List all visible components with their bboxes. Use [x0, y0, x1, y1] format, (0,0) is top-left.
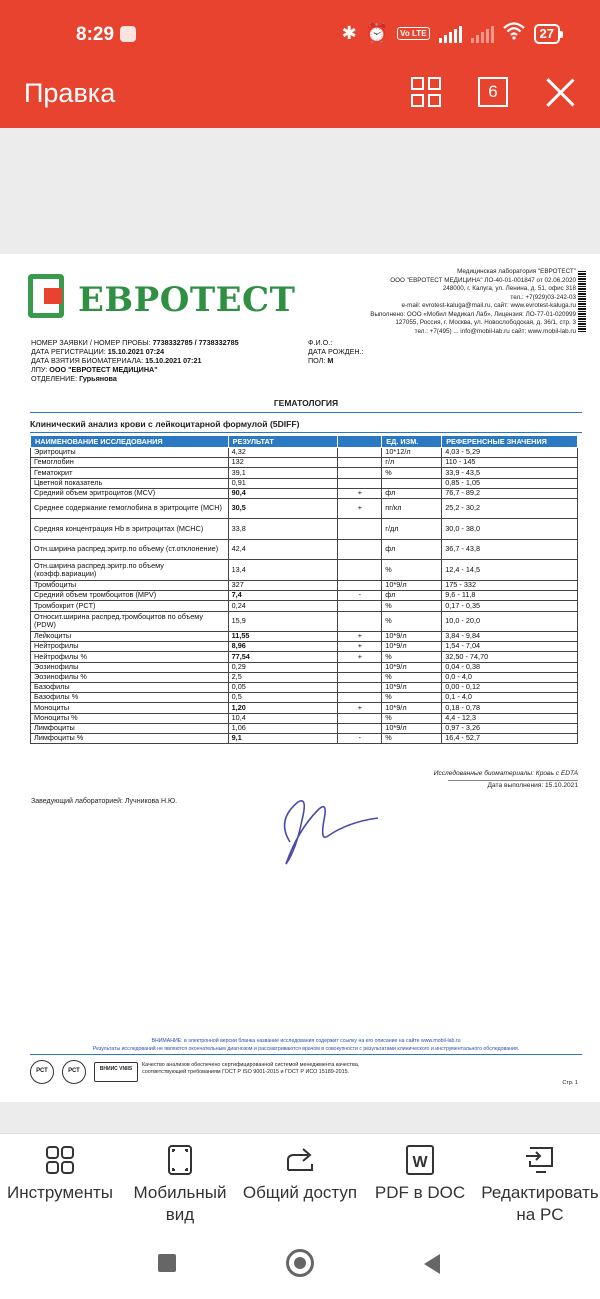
unit-cell: % [382, 733, 442, 743]
tool-label: PDF в DOC [374, 1183, 466, 1202]
unit-cell: % [382, 560, 442, 581]
unit-cell: 10*9/л [382, 723, 442, 733]
result-cell: 4,32 [228, 448, 338, 458]
reference-cell: 33,9 - 43,5 [442, 468, 578, 478]
unit-cell: % [382, 693, 442, 703]
test-name-cell: Отн.ширина распред.эритр.по объему (ст.отклонение) [31, 539, 229, 560]
unit-cell: 10*9/л [382, 682, 442, 692]
reference-cell: 0,1 - 4,0 [442, 693, 578, 703]
flag-cell [338, 448, 382, 458]
analysis-title: Клинический анализ крови с лейкоцитарной формулой (5DIFF) [30, 419, 582, 433]
logo-text: ЕВРОТЕСТ [78, 280, 296, 320]
meta-row: ОТДЕЛЕНИЕ: Гурьянова [31, 373, 117, 383]
test-name-cell: Базофилы % [31, 693, 229, 703]
result-cell: 42,4 [228, 539, 338, 560]
table-header-row [31, 436, 578, 448]
flag-cell: - [338, 733, 382, 743]
result-cell: 1,06 [228, 723, 338, 733]
unit-cell: 10*9/л [382, 642, 442, 652]
flag-cell [338, 478, 382, 488]
unit-cell [382, 478, 442, 488]
table-row [31, 448, 578, 458]
close-icon[interactable] [543, 75, 577, 109]
flag-cell [338, 682, 382, 692]
meta-row: ДАТА РЕГИСТРАЦИИ: 15.10.2021 07:24 [31, 346, 165, 356]
column-header: НАИМЕНОВАНИЕ ИССЛЕДОВАНИЯ [31, 436, 229, 448]
unit-cell: % [382, 468, 442, 478]
biomaterial-note: Исследованные биоматериалы: Кровь с EDTA [433, 770, 578, 777]
table-row [31, 488, 578, 498]
reference-cell: 110 - 145 [442, 458, 578, 468]
reference-cell: 12,4 - 14,5 [442, 560, 578, 581]
flag-cell [338, 519, 382, 540]
order-meta [31, 339, 239, 384]
unit-cell: 10*9/л [382, 580, 442, 590]
edit-on-pc-icon [524, 1144, 556, 1176]
signal-icon [439, 25, 462, 43]
result-cell: 15,9 [228, 611, 338, 632]
alarm-icon: ⏰ [365, 23, 389, 43]
reference-cell: 16,4 - 52,7 [442, 733, 578, 743]
test-name-cell: Среднее содержание гемоглобина в эритроците (MCH) [31, 498, 229, 519]
reference-cell: 0,17 - 0,35 [442, 601, 578, 611]
header-line: Выполнено: ООО «Мобил Медикал Лаб», Лицензия: ЛО-77-01-020999 [370, 310, 576, 318]
table-row [31, 498, 578, 519]
test-name-cell: Эритроциты [31, 448, 229, 458]
flag-cell [338, 580, 382, 590]
flag-cell: + [338, 488, 382, 498]
reference-cell: 30,0 - 38,0 [442, 519, 578, 540]
tools-icon [44, 1144, 76, 1176]
flag-cell: - [338, 591, 382, 601]
test-name-cell: Лимфоциты [31, 723, 229, 733]
test-name-cell: Тромбоциты [31, 580, 229, 590]
result-cell: 1,20 [228, 703, 338, 713]
result-cell: 39,1 [228, 468, 338, 478]
vniis-cert-icon: ВНИИС VNIIS [94, 1062, 138, 1082]
results-table [30, 435, 578, 744]
reference-cell: 9,6 - 11,8 [442, 591, 578, 601]
table-row [31, 519, 578, 540]
test-name-cell: Лимфоциты % [31, 733, 229, 743]
notification-icon [120, 26, 136, 42]
share-icon [284, 1144, 316, 1176]
tools-button[interactable] [0, 1134, 120, 1228]
result-cell: 0,91 [228, 478, 338, 488]
test-name-cell: Гемоглобин [31, 458, 229, 468]
result-cell: 132 [228, 458, 338, 468]
table-row [31, 642, 578, 652]
column-header [338, 436, 382, 448]
result-cell: 0,24 [228, 601, 338, 611]
reference-cell: 175 - 332 [442, 580, 578, 590]
signal-2-icon [471, 25, 494, 43]
header-line: e-mail: evrotest-kaluga@mail.ru, сайт: www.evrotest-kaluga.ru [401, 302, 576, 309]
unit-cell: г/л [382, 458, 442, 468]
reference-cell: 0,85 - 1,05 [442, 478, 578, 488]
table-row [31, 693, 578, 703]
patient-meta [308, 339, 364, 366]
tool-label: Общий доступ [242, 1183, 358, 1202]
column-header: ЕД. ИЗМ. [382, 436, 442, 448]
table-row [31, 611, 578, 632]
barcode [578, 270, 586, 332]
reference-cell: 0,18 - 0,78 [442, 703, 578, 713]
result-cell: 90,4 [228, 488, 338, 498]
reference-cell: 25,2 - 30,2 [442, 498, 578, 519]
unit-cell: % [382, 672, 442, 682]
page-title[interactable]: Правка [24, 78, 116, 108]
table-row [31, 652, 578, 662]
flag-cell [338, 723, 382, 733]
tool-label: Редактировать на PC [481, 1183, 599, 1224]
unit-cell: фл [382, 591, 442, 601]
reference-cell: 10,0 - 20,0 [442, 611, 578, 632]
logo-icon [28, 274, 74, 318]
result-cell: 8,96 [228, 642, 338, 652]
header-line: 248000, г. Калуга, ул. Ленина, д. 51, офис 318 [442, 285, 576, 292]
share-button[interactable] [240, 1134, 360, 1228]
battery-icon: 27 [534, 24, 560, 44]
meta-row: ДАТА ВЗЯТИЯ БИОМАТЕРИАЛА: 15.10.2021 07:21 [31, 355, 202, 365]
test-name-cell: Средний объем эритроцитов (MCV) [31, 488, 229, 498]
status-icons [342, 22, 560, 45]
table-row [31, 682, 578, 692]
tool-label: Инструменты [6, 1183, 113, 1202]
unit-cell: 10*9/л [382, 662, 442, 672]
unit-cell: % [382, 713, 442, 723]
reference-cell: 0,97 - 3,26 [442, 723, 578, 733]
unit-cell: % [382, 601, 442, 611]
table-row [31, 591, 578, 601]
flag-cell [338, 611, 382, 632]
pdf-to-doc-button[interactable] [360, 1134, 480, 1228]
unit-cell: фл [382, 539, 442, 560]
flag-cell: + [338, 652, 382, 662]
flag-cell [338, 601, 382, 611]
reference-cell: 0,0 - 4,0 [442, 672, 578, 682]
table-row [31, 468, 578, 478]
table-row [31, 733, 578, 743]
edit-on-pc-button[interactable] [480, 1134, 600, 1228]
result-cell: 0,5 [228, 693, 338, 703]
pdf-to-doc-icon [404, 1144, 436, 1176]
test-name-cell: Лейкоциты [31, 632, 229, 642]
result-cell: 7,4 [228, 591, 338, 601]
flag-cell [338, 713, 382, 723]
test-name-cell: Цветной показатель [31, 478, 229, 488]
lab-header [266, 268, 576, 336]
mobile-view-icon [164, 1144, 196, 1176]
reference-cell: 36,7 - 43,8 [442, 539, 578, 560]
app-header [0, 0, 600, 128]
test-name-cell: Эозинофилы [31, 662, 229, 672]
flag-cell [338, 672, 382, 682]
unit-cell: г/дл [382, 519, 442, 540]
table-row [31, 539, 578, 560]
meta-row: Ф.И.О.: [308, 338, 333, 347]
result-cell: 0,05 [228, 682, 338, 692]
quality-note: Качество анализов обеспечено сертифицированной системой менеджмента качества, соответствующей требованиям ГОСТ Р ISO 9001-2015 и ГОСТ Р ИСО 15189-2015. [142, 1062, 360, 1075]
certificates [30, 1060, 138, 1084]
test-name-cell: Моноциты [31, 703, 229, 713]
table-row [31, 672, 578, 682]
column-header: РЕЗУЛЬТАТ [228, 436, 338, 448]
status-bar [0, 18, 600, 52]
flag-cell: + [338, 632, 382, 642]
meta-row: ПОЛ: М [308, 355, 334, 365]
meta-row: НОМЕР ЗАЯВКИ / НОМЕР ПРОБЫ: 7738332785 / 7738332785 [31, 338, 239, 347]
done-date: Дата выполнения: 15.10.2021 [448, 780, 578, 789]
rst-cert-2-icon: РСТ [62, 1060, 86, 1084]
meta-row: ДАТА РОЖДЕН.: [308, 346, 364, 356]
test-name-cell: Отн.ширина распред.эритр.по объему (коэфф.вариации) [31, 560, 229, 581]
reference-cell: 0,04 - 0,38 [442, 662, 578, 672]
result-cell: 10,4 [228, 713, 338, 723]
document-page [0, 254, 600, 1102]
header-line: ООО "ЕВРОТЕСТ МЕДИЦИНА" ЛО-40-01-001847 от 02.06.2020 [390, 276, 576, 284]
bottom-toolbar [0, 1133, 600, 1228]
reference-cell: 4,03 - 5,29 [442, 448, 578, 458]
result-cell: 30,5 [228, 498, 338, 519]
result-cell: 9,1 [228, 733, 338, 743]
unit-cell: % [382, 652, 442, 662]
table-row [31, 662, 578, 672]
recents-icon[interactable] [158, 1254, 176, 1272]
bluetooth-icon: ✱ [341, 23, 357, 43]
tool-label: Мобильный вид [133, 1183, 227, 1224]
section-title: ГЕМАТОЛОГИЯ [30, 398, 582, 413]
back-icon[interactable] [424, 1254, 440, 1274]
result-cell: 2,5 [228, 672, 338, 682]
column-header: РЕФЕРЕНСНЫЕ ЗНАЧЕНИЯ [442, 436, 578, 448]
system-nav-bar [0, 1228, 600, 1299]
test-name-cell: Относит.ширина распред.тромбоцитов по объему (PDW) [31, 611, 229, 632]
test-name-cell: Тромбокрит (PCT) [31, 601, 229, 611]
flag-cell [338, 458, 382, 468]
result-cell: 77,54 [228, 652, 338, 662]
flag-cell: + [338, 498, 382, 519]
test-name-cell: Гематокрит [31, 468, 229, 478]
reference-cell: 3,84 - 9,84 [442, 632, 578, 642]
result-cell: 0,29 [228, 662, 338, 672]
table-row [31, 580, 578, 590]
flag-cell: + [338, 703, 382, 713]
wifi-icon [503, 22, 525, 45]
header-line: тел.: +7(495) ... info@mobil-lab.ru сайт: www.mobil-lab.ru [414, 327, 576, 335]
table-row [31, 713, 578, 723]
test-name-cell: Моноциты % [31, 713, 229, 723]
test-name-cell: Эозинофилы % [31, 672, 229, 682]
reference-cell: 0,00 - 0,12 [442, 682, 578, 692]
signature [268, 790, 388, 870]
table-row [31, 458, 578, 468]
result-cell: 13,4 [228, 560, 338, 581]
flag-cell [338, 539, 382, 560]
reference-cell: 4,4 - 12,3 [442, 713, 578, 723]
flag-cell [338, 468, 382, 478]
table-row [31, 601, 578, 611]
mobile-view-button[interactable] [120, 1134, 240, 1228]
grid-view-icon[interactable] [411, 77, 441, 107]
unit-cell: 10*9/л [382, 632, 442, 642]
header-line: 127055, Россия, г. Москва, ул. Новослободская, д. 36/1, стр. 3 [395, 319, 576, 326]
table-row [31, 723, 578, 733]
meta-row: ЛПУ: ООО "ЕВРОТЕСТ МЕДИЦИНА" [31, 364, 158, 374]
table-row [31, 560, 578, 581]
unit-cell: % [382, 611, 442, 632]
test-name-cell: Средний объем тромбоцитов (MPV) [31, 591, 229, 601]
flag-cell [338, 560, 382, 581]
unit-cell: пг/кл [382, 498, 442, 519]
table-row [31, 703, 578, 713]
reference-cell: 1,54 - 7,04 [442, 642, 578, 652]
flag-cell [338, 693, 382, 703]
unit-cell: фл [382, 488, 442, 498]
home-icon[interactable] [286, 1249, 314, 1277]
reference-cell: 76,7 - 89,2 [442, 488, 578, 498]
unit-cell: 10*12/л [382, 448, 442, 458]
pages-count-button[interactable]: 6 [478, 77, 508, 107]
result-cell: 33,8 [228, 519, 338, 540]
header-line: Медицинская лаборатория "ЕВРОТЕСТ" [457, 268, 576, 275]
test-name-cell: Нейтрофилы [31, 642, 229, 652]
test-name-cell: Базофилы [31, 682, 229, 692]
table-row [31, 632, 578, 642]
test-name-cell: Нейтрофилы % [31, 652, 229, 662]
volte-icon: Vo LTE [397, 27, 429, 40]
notice-link: ВНИМАНИЕ: в электронной версии бланка название исследования содержит ссылку на его описание на сайте www.mobil-lab.ru [151, 1038, 461, 1044]
unit-cell: 10*9/л [382, 703, 442, 713]
result-cell: 11,55 [228, 632, 338, 642]
status-time: 8:29 [76, 24, 115, 45]
flag-cell: + [338, 642, 382, 652]
header-line: тел.: +7(929)03-242-03 [510, 293, 576, 301]
head-lab: Заведующий лабораторией: Лучникова Н.Ю. [31, 798, 178, 805]
reference-cell: 32,50 - 74,70 [442, 652, 578, 662]
test-name-cell: Средняя концентрация Hb в эритроцитах (MCHC) [31, 519, 229, 540]
table-row [31, 478, 578, 488]
svg-text:W: W [412, 1154, 428, 1171]
flag-cell [338, 662, 382, 672]
notice-disclaimer: Результаты исследований не являются окончательным диагнозом и рассматриваются врачом в совокупности с результатами клинического и инструментального обследования. [30, 1046, 582, 1055]
rst-cert-icon: РСТ [30, 1060, 54, 1084]
result-cell: 327 [228, 580, 338, 590]
page-number: Стр. 1 [562, 1080, 578, 1086]
